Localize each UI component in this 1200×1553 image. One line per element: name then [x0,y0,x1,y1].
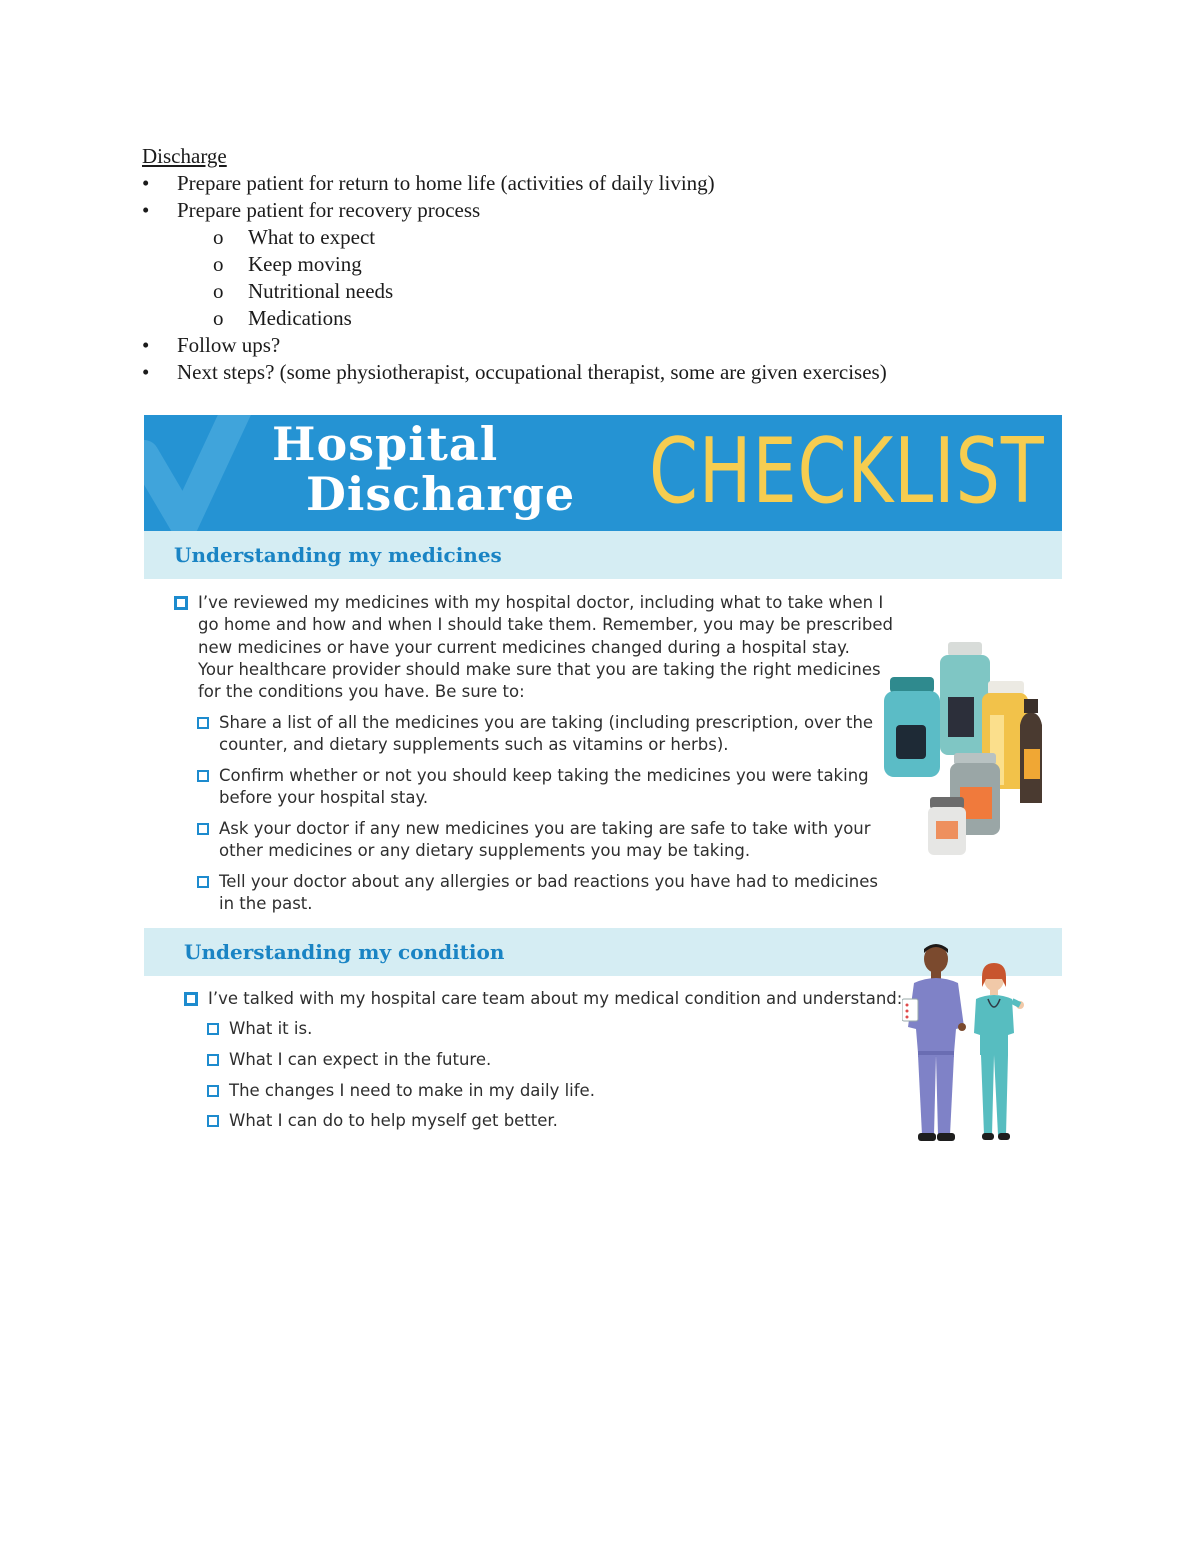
notes-subitem [142,305,1142,332]
checklist-subitem-text: Tell your doctor about any allergies or bad reactions you have had to medicines in the past. [219,872,878,914]
notes-subitem [142,251,1142,278]
checklist-subitem-text: What I can do to help myself get better. [229,1111,558,1130]
sub-marker: o [213,252,224,276]
bullet-marker: • [142,198,150,222]
checklist-subitem-text: What it is. [229,1019,313,1038]
checkmark-decoration-icon [144,415,274,531]
subitem-text: Medications [248,306,352,330]
checkbox[interactable] [207,1115,219,1127]
checklist-subitem-text: Confirm whether or not you should keep taking the medicines you were taking before your hospital stay. [219,766,869,808]
checklist-subitem-text: The changes I need to make in my daily life. [229,1081,595,1100]
notes-bullet-item [142,197,1142,224]
bullet-text: Next steps? (some physiotherapist, occupational therapist, some are given exercises) [177,360,887,384]
bullet-marker: • [142,171,150,195]
banner-title-line2: Discharge [306,467,576,521]
notes-heading: Discharge [142,144,227,168]
notes-bullet-item [142,332,1142,359]
sub-marker: o [213,279,224,303]
checklist-item-text: I’ve talked with my hospital care team about my medical condition and understand: [208,989,903,1008]
bullet-text: Follow ups? [177,333,281,357]
notes-bullet-item [142,359,1142,386]
sub-marker: o [213,306,224,330]
notes-section [142,143,1142,386]
checklist-subitem-text: Ask your doctor if any new medicines you are taking are safe to take with your other medicines or any dietary supplements you may be taking. [219,819,871,861]
checkbox[interactable] [174,596,188,610]
checkbox[interactable] [197,717,209,729]
discharge-checklist-graphic [144,415,1062,1155]
medicine-bottles-icon [882,637,1057,859]
checklist-item-text: I’ve reviewed my medicines with my hospital doctor, including what to take when I go home and how and when I should take them. Remember, you may be prescribed new medicines or have your current medicines changed during a hospital stay. Your healthcare provider should make sure that you are taking the right medicines for the conditions you have. Be sure to: [198,593,893,702]
checklist-banner [144,415,1062,531]
subitem-text: Keep moving [248,252,362,276]
checkbox[interactable] [207,1054,219,1066]
checkbox[interactable] [207,1085,219,1097]
checklist-subitem-text: What I can expect in the future. [229,1050,492,1069]
section-heading: Understanding my condition [184,940,505,964]
section-heading: Understanding my medicines [174,543,502,567]
section-header-medicines [144,531,1062,579]
banner-title-line1: Hospital [272,417,499,471]
bullet-text: Prepare patient for recovery process [177,198,481,222]
checkbox[interactable] [197,876,209,888]
subitem-text: What to expect [248,225,376,249]
bullet-text: Prepare patient for return to home life (activities of daily living) [177,171,715,195]
notes-subitem [142,278,1142,305]
checkbox[interactable] [207,1023,219,1035]
banner-title-checklist: CHECKLIST [649,419,1045,524]
checkbox[interactable] [197,770,209,782]
notes-bullet-item [142,170,1142,197]
sub-marker: o [213,225,224,249]
doctor-and-nurse-icon [902,943,1030,1153]
checkbox[interactable] [197,823,209,835]
subitem-text: Nutritional needs [248,279,394,303]
checkbox[interactable] [184,992,198,1006]
notes-subitem [142,224,1142,251]
bullet-marker: • [142,360,150,384]
bullet-marker: • [142,333,150,357]
checklist-subitem-text: Share a list of all the medicines you are taking (including prescription, over the counter, and dietary supplements such as vitamins or herbs). [219,713,874,755]
